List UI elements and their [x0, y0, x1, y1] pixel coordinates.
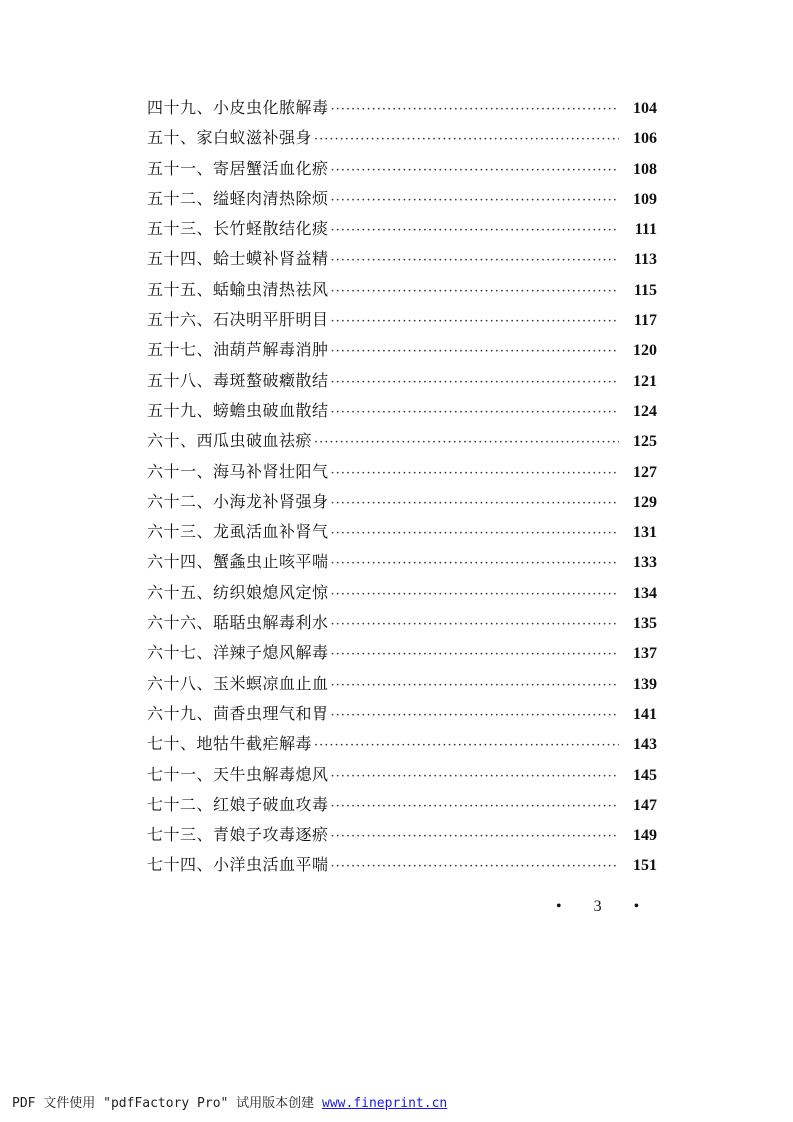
- toc-entry: [147, 95, 657, 125]
- toc-entry-page: 104: [633, 100, 657, 117]
- toc-dot-leader: [331, 466, 619, 481]
- toc-entry-page: 125: [633, 433, 657, 451]
- toc-dot-leader: [331, 647, 619, 662]
- toc-dot-leader: [331, 769, 619, 784]
- toc-entry-page: 137: [633, 645, 657, 663]
- toc-entry-page: 145: [633, 766, 657, 784]
- toc-entry-title: 五十九、螃蟾虫破血散结: [147, 400, 329, 420]
- toc-entry-page: 131: [633, 524, 657, 542]
- toc-entry: [147, 762, 657, 792]
- toc-entry-page: 106: [633, 130, 657, 148]
- toc-entry-page: 120: [633, 342, 657, 360]
- toc-entry-page: 117: [633, 312, 657, 330]
- toc-entry: [147, 792, 657, 822]
- toc-entry-title: 六十七、洋辣子熄风解毒: [147, 643, 329, 663]
- toc-dot-leader: [331, 496, 619, 511]
- toc-entry: [147, 671, 657, 701]
- toc-entry-page: 151: [633, 857, 657, 875]
- toc-entry: [147, 640, 657, 670]
- toc-entry: [147, 459, 657, 489]
- toc-dot-leader: [331, 526, 619, 541]
- toc-dot-leader: [331, 223, 619, 238]
- toc-entry-page: 149: [633, 827, 657, 845]
- page-number: • 3 •: [556, 898, 654, 915]
- toc-entry-title: 六十九、茴香虫理气和胃: [147, 703, 329, 723]
- toc-entry-page: 129: [633, 493, 657, 511]
- toc-dot-leader: [331, 284, 619, 299]
- toc-dot-leader: [331, 344, 619, 359]
- toc-entry-page: 134: [633, 584, 657, 602]
- toc-entry-title: 六十五、纺织娘熄风定惊: [147, 582, 329, 602]
- toc-entry: [147, 428, 657, 458]
- toc-entry-title: 七十二、红娘子破血攻毒: [147, 794, 329, 814]
- toc-dot-leader: [331, 617, 619, 632]
- toc-dot-leader: [331, 193, 619, 208]
- toc-dot-leader: [331, 829, 619, 844]
- toc-entry: [147, 549, 657, 579]
- toc-entry-page: 124: [633, 402, 657, 420]
- toc-entry: [147, 701, 657, 731]
- toc-entry: [147, 519, 657, 549]
- toc-entry-title: 五十三、长竹蛏散结化痰: [147, 219, 329, 239]
- toc-dot-leader: [331, 708, 619, 723]
- toc-entry-title: 七十四、小洋虫活血平喘: [147, 855, 329, 875]
- toc-entry: [147, 216, 657, 246]
- toc-entry-title: 五十二、缢蛏肉清热除烦: [147, 188, 329, 208]
- toc-dot-leader: [331, 253, 619, 268]
- toc-dot-leader: [331, 799, 619, 814]
- toc-entry-page: 139: [633, 675, 657, 693]
- toc-entry-title: 六十、西瓜虫破血祛瘀: [147, 431, 313, 451]
- toc-entry-page: 108: [633, 160, 657, 178]
- toc-entry: [147, 307, 657, 337]
- toc-entry: [147, 156, 657, 186]
- toc-entry-page: 113: [633, 251, 657, 269]
- toc-dot-leader: [331, 587, 619, 602]
- toc-entry-title: 六十四、蟹螽虫止咳平喘: [147, 552, 329, 572]
- toc-entry-page: 135: [633, 615, 657, 633]
- toc-dot-leader: [331, 556, 619, 571]
- toc-entry-title: 六十八、玉米螟凉血止血: [147, 673, 329, 693]
- toc-dot-leader: [331, 314, 619, 329]
- toc-entry-title: 五十六、石决明平肝明目: [147, 310, 329, 330]
- toc-entry-page: 141: [633, 705, 657, 723]
- toc-dot-leader: [331, 859, 619, 874]
- toc-dot-leader: [314, 435, 619, 450]
- toc-entry: [147, 731, 657, 761]
- toc-entry: [147, 368, 657, 398]
- footer-text: PDF 文件使用 "pdfFactory Pro" 试用版本创建: [12, 1096, 323, 1111]
- toc-entry-title: 七十三、青娘子攻毒逐瘀: [147, 825, 329, 845]
- toc-entry: [147, 398, 657, 428]
- toc-entry-title: 五十四、蛤士蟆补肾益精: [147, 249, 329, 269]
- toc-entry-title: 五十五、蛞蝓虫清热祛风: [147, 279, 329, 299]
- toc-dot-leader: [331, 375, 619, 390]
- toc-entry-title: 六十三、龙虱活血补肾气: [147, 522, 329, 542]
- pdf-footer: [12, 1092, 447, 1111]
- toc-entry-title: 六十二、小海龙补肾强身: [147, 491, 329, 511]
- toc-entry-title: 五十八、毒斑螯破癥散结: [147, 370, 329, 390]
- toc-entry-title: 六十六、聒聒虫解毒利水: [147, 613, 329, 633]
- toc-entry-page: 133: [633, 554, 657, 572]
- toc-entry-title: 五十、家白蚁滋补强身: [147, 128, 313, 148]
- toc-entry: [147, 186, 657, 216]
- toc-entry-title: 七十一、天牛虫解毒熄风: [147, 764, 329, 784]
- toc-entry-page: 127: [633, 463, 657, 481]
- toc-entry-title: 五十一、寄居蟹活血化瘀: [147, 158, 329, 178]
- toc-dot-leader: [331, 678, 619, 693]
- toc-entry: [147, 125, 657, 155]
- toc-entry: [147, 246, 657, 276]
- toc-dot-leader: [331, 102, 619, 117]
- toc-entry-page: 143: [633, 736, 657, 754]
- toc-entry-page: 121: [633, 372, 657, 390]
- toc-entry-title: 四十九、小皮虫化脓解毒: [147, 98, 329, 117]
- toc-entry-page: 109: [633, 190, 657, 208]
- toc-entry-page: 147: [633, 796, 657, 814]
- toc-entry: [147, 580, 657, 610]
- toc-entry-title: 六十一、海马补肾壮阳气: [147, 461, 329, 481]
- table-of-contents: [147, 95, 657, 883]
- toc-dot-leader: [331, 405, 619, 420]
- toc-entry-title: 五十七、油葫芦解毒消肿: [147, 340, 329, 360]
- toc-entry-page: 111: [634, 221, 657, 239]
- footer-link[interactable]: www.fineprint.cn: [322, 1096, 448, 1111]
- toc-entry: [147, 489, 657, 519]
- toc-entry: [147, 277, 657, 307]
- toc-entry: [147, 822, 657, 852]
- toc-dot-leader: [314, 132, 619, 147]
- toc-dot-leader: [314, 738, 619, 753]
- toc-entry: [147, 610, 657, 640]
- toc-entry-title: 七十、地牯牛截疟解毒: [147, 734, 313, 754]
- toc-entry: [147, 852, 657, 882]
- toc-entry: [147, 337, 657, 367]
- toc-dot-leader: [331, 163, 619, 178]
- toc-entry-page: 115: [633, 281, 657, 299]
